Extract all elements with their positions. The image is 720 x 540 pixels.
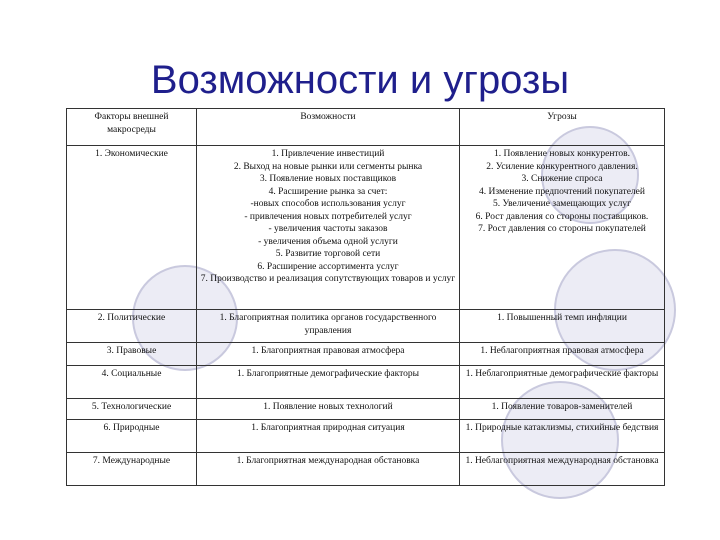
threat-item: 1. Природные катаклизмы, стихийные бедствия <box>465 423 659 433</box>
threat-item: 1. Неблагоприятная правовая атмосфера <box>480 346 644 356</box>
opportunity-item: - привлечения новых потребителей услуг <box>244 211 412 222</box>
opportunity-item: 1. Благоприятная правовая атмосфера <box>251 346 405 356</box>
opportunity-item: 1. Благоприятная политика органов государственного управления <box>219 313 437 336</box>
header-threats: Угрозы <box>460 109 665 146</box>
opportunities-cell <box>197 343 460 366</box>
threats-cell <box>460 399 665 420</box>
threat-item: 6. Рост давления со стороны поставщиков. <box>475 211 649 222</box>
page-title: Возможности и угрозы <box>150 58 570 102</box>
threats-cell <box>460 420 665 453</box>
threats-cell <box>460 343 665 366</box>
header-factors: Факторы внешней макросреды <box>67 109 197 146</box>
threat-item: 1. Появление товаров-заменителей <box>491 402 633 412</box>
factor-cell: 3. Правовые <box>67 343 197 366</box>
opportunity-item: 1. Благоприятная природная ситуация <box>251 423 405 433</box>
opportunity-item: 4. Расширение рынка за счет: <box>268 186 388 197</box>
threat-item: 1. Повышенный темп инфляции <box>497 313 627 323</box>
opportunity-item: 1. Благоприятные демографические факторы <box>236 369 420 379</box>
table-row <box>67 420 665 453</box>
opportunity-item: 1. Благоприятная международная обстановка <box>236 456 420 466</box>
threats-cell <box>460 453 665 486</box>
factor-cell: 5. Технологические <box>67 399 197 420</box>
opportunity-item: -новых способов использования услуг <box>250 199 406 209</box>
threat-item: 1. Неблагоприятные демографические факторы <box>465 369 659 379</box>
opportunity-item: 6. Расширение ассортимента услуг <box>257 261 399 272</box>
threat-item: 2. Усиление конкурентного давления. <box>486 161 638 172</box>
table-row <box>67 343 665 366</box>
opportunity-item: 2. Выход на новые рынки или сегменты рынка <box>233 161 423 172</box>
table-row <box>67 366 665 399</box>
opportunities-cell <box>197 146 460 310</box>
opportunities-cell <box>197 366 460 399</box>
opportunity-item: - увеличения объема одной услуги <box>258 236 398 247</box>
opportunity-item: 5. Развитие торговой сети <box>275 249 381 259</box>
threats-cell <box>460 310 665 343</box>
opportunity-item: 3. Появление новых поставщиков <box>259 174 397 184</box>
swot-table <box>66 108 665 486</box>
threat-item: 7. Рост давления со стороны покупателей <box>478 224 646 234</box>
opportunities-cell <box>197 310 460 343</box>
threat-item: 1. Появление новых конкурентов. <box>493 149 631 159</box>
opportunity-item: - увеличения частоты заказов <box>268 224 388 234</box>
opportunities-cell <box>197 420 460 453</box>
table-row <box>67 453 665 486</box>
threats-cell <box>460 146 665 310</box>
factor-cell: 6. Природные <box>67 420 197 453</box>
table-header-row <box>67 109 665 146</box>
opportunities-cell <box>197 399 460 420</box>
threat-item: 1. Неблагоприятная международная обстановка <box>465 456 659 466</box>
threat-item: 5. Увеличение замещающих услуг <box>492 199 632 209</box>
threat-item: 4. Изменение предпочтений покупателей <box>479 186 645 197</box>
opportunities-cell <box>197 453 460 486</box>
factor-cell: 4. Социальные <box>67 366 197 399</box>
table-row <box>67 310 665 343</box>
opportunity-item: 7. Производство и реализация сопутствующих товаров и услуг <box>200 274 456 284</box>
table-row <box>67 399 665 420</box>
threats-cell <box>460 366 665 399</box>
opportunity-item: 1. Появление новых технологий <box>263 402 393 412</box>
opportunity-item: 1. Привлечение инвестиций <box>271 149 385 159</box>
factor-cell: 7. Международные <box>67 453 197 486</box>
factor-cell: 2. Политические <box>67 310 197 343</box>
header-opportunities: Возможности <box>197 109 460 146</box>
factor-cell: 1. Экономические <box>67 146 197 310</box>
threat-item: 3. Снижение спроса <box>521 174 603 184</box>
table-row <box>67 146 665 310</box>
